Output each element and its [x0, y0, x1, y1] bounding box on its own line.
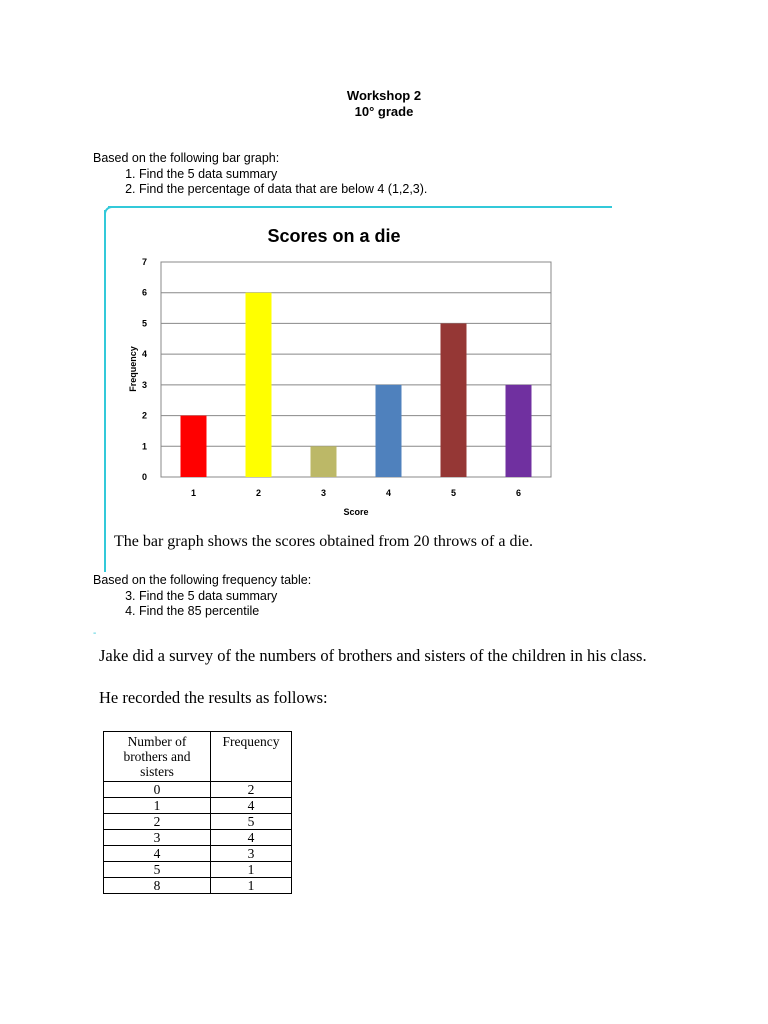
section-1-intro: Based on the following bar graph: [93, 151, 280, 165]
document-subtitle: 10° grade [354, 104, 414, 119]
bar-score-4 [376, 385, 402, 477]
table-row [104, 782, 292, 798]
x-tick-label: 6 [515, 488, 522, 498]
document-header [0, 88, 768, 120]
table-header-row [104, 732, 292, 782]
table-cell: 5 [104, 862, 211, 878]
grid-lines [161, 262, 551, 477]
y-tick-label: 5 [141, 318, 147, 329]
table-row [104, 798, 292, 814]
y-tick-label: 7 [141, 257, 147, 267]
instructions-section-1 [93, 151, 427, 198]
table-cell: 4 [211, 798, 292, 814]
y-tick-label: 2 [141, 410, 147, 421]
list-item: 2. Find the percentage of data that are below 4 (1,2,3). [139, 182, 427, 198]
bar-score-5 [441, 323, 467, 477]
x-tick-label: 1 [190, 488, 197, 498]
plot-area [161, 262, 551, 477]
chart-title: Scores on a die [267, 226, 401, 246]
table-cell: 2 [104, 814, 211, 830]
bar-score-1 [181, 416, 207, 477]
instructions-section-2 [93, 573, 311, 620]
table-row [104, 830, 292, 846]
x-tick-label: 5 [450, 488, 457, 498]
list-item: 1. Find the 5 data summary [139, 167, 427, 183]
table-cell: 3 [211, 846, 292, 862]
table-cell: 8 [104, 878, 211, 894]
chart-caption: The bar graph shows the scores obtained from 20 throws of a die. [114, 533, 533, 550]
table-row [104, 878, 292, 894]
y-tick-label: 6 [141, 287, 147, 298]
list-item: 3. Find the 5 data summary [139, 589, 311, 605]
x-tick-label: 3 [320, 488, 327, 498]
table-row [104, 862, 292, 878]
y-axis-ticks [142, 257, 147, 482]
column-header-frequency: Frequency [211, 732, 292, 782]
survey-description: Jake did a survey of the numbers of brothers and sisters of the children in his class. [99, 646, 647, 665]
x-axis-ticks [191, 488, 521, 498]
y-tick-label: 4 [141, 349, 147, 360]
y-tick-label: 0 [141, 472, 147, 482]
table-row [104, 846, 292, 862]
frame-top-border [108, 206, 612, 208]
frequency-table [103, 731, 292, 894]
table-cell: 5 [211, 814, 292, 830]
table-cell: 3 [104, 830, 211, 846]
y-tick-label: 1 [141, 441, 147, 452]
section-1-list [93, 167, 427, 198]
table-cell: 0 [104, 782, 211, 798]
bar-score-3 [311, 446, 337, 477]
table-cell: 1 [211, 878, 292, 894]
table-cell: 1 [211, 862, 292, 878]
table-cell: 2 [211, 782, 292, 798]
column-header-siblings: Number of brothers and sisters [104, 732, 211, 782]
table-cell: 4 [211, 830, 292, 846]
bar-chart [106, 214, 576, 524]
section-2-intro: Based on the following frequency table: [93, 573, 312, 587]
table-row [104, 814, 292, 830]
table-cell: 1 [104, 798, 211, 814]
decorative-mark: - [93, 628, 97, 639]
x-axis-label: Score [343, 507, 369, 517]
list-item: 4. Find the 85 percentile [139, 604, 311, 620]
document-title: Workshop 2 [346, 88, 422, 103]
x-tick-label: 4 [385, 488, 392, 498]
table-cell: 4 [104, 846, 211, 862]
y-axis-label: Frequency [128, 346, 138, 392]
bar-score-2 [246, 293, 272, 477]
section-2-list [93, 589, 311, 620]
survey-results-intro: He recorded the results as follows: [99, 688, 328, 707]
bar-score-6 [506, 385, 532, 477]
y-tick-label: 3 [141, 379, 147, 390]
x-tick-label: 2 [255, 488, 262, 498]
